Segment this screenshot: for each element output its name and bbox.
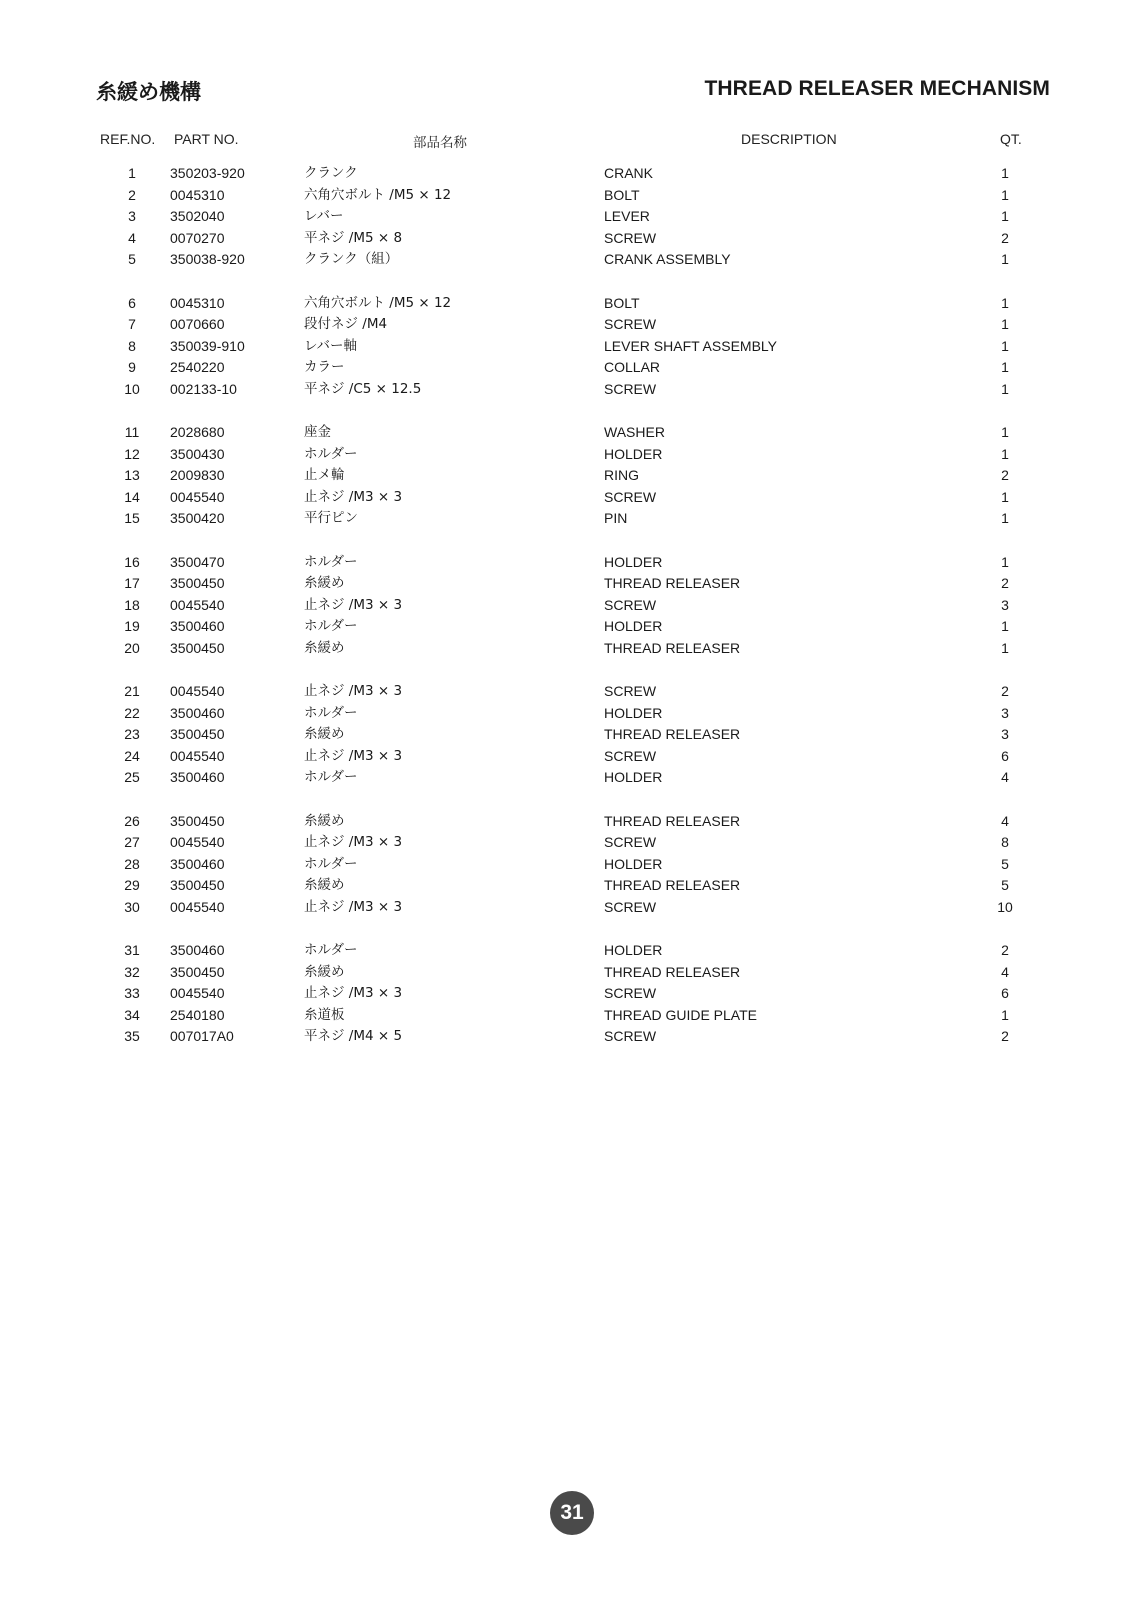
- cell-part-no: 0045540: [170, 898, 225, 915]
- cell-ref-no: 28: [124, 855, 140, 872]
- cell-part-name: 糸道板: [304, 1006, 345, 1023]
- cell-part-no: 0045310: [170, 294, 225, 311]
- parts-group: [0, 552, 1141, 660]
- cell-part-name: ホルダー: [304, 553, 358, 570]
- cell-ref-no: 23: [124, 726, 140, 742]
- parts-group: [0, 422, 1141, 530]
- cell-description: SCREW: [604, 488, 657, 505]
- cell-ref-no: 25: [124, 769, 140, 785]
- cell-quantity: 1: [1001, 639, 1009, 656]
- cell-part-name: 糸緩め: [304, 963, 345, 980]
- cell-ref-no: 31: [124, 942, 140, 958]
- cell-part-no: 3500450: [170, 639, 225, 656]
- cell-part-no: 2009830: [170, 467, 225, 483]
- cell-part-no: 3500450: [170, 726, 225, 742]
- column-header-part-name: 部品名称: [413, 135, 467, 151]
- cell-description: RING: [604, 467, 639, 483]
- cell-quantity: 2: [1001, 683, 1009, 699]
- cell-part-no: 0070660: [170, 316, 225, 332]
- cell-part-no: 3500460: [170, 704, 225, 721]
- cell-quantity: 1: [1001, 316, 1009, 332]
- cell-part-name: 六角穴ボルト /M5 × 12: [304, 186, 452, 203]
- parts-group: [0, 163, 1141, 271]
- cell-ref-no: 12: [124, 445, 140, 462]
- cell-quantity: 2: [1001, 467, 1009, 483]
- cell-part-name: クランク: [304, 165, 358, 181]
- cell-part-no: 3500460: [170, 942, 225, 958]
- cell-part-name: ホルダー: [304, 769, 358, 785]
- cell-ref-no: 5: [128, 251, 136, 267]
- cell-part-name: 平行ピン: [304, 510, 358, 526]
- cell-quantity: 1: [1001, 165, 1009, 181]
- table-row: [0, 206, 1141, 228]
- cell-quantity: 4: [1001, 812, 1009, 829]
- cell-quantity: 1: [1001, 553, 1009, 570]
- cell-ref-no: 24: [124, 747, 140, 764]
- cell-part-no: 3500420: [170, 510, 225, 526]
- cell-quantity: 5: [1001, 855, 1009, 872]
- cell-ref-no: 1: [128, 165, 136, 181]
- cell-ref-no: 13: [124, 467, 140, 483]
- cell-part-name: カラー: [304, 359, 345, 375]
- cell-part-name: 糸緩め: [304, 575, 345, 591]
- cell-ref-no: 9: [128, 359, 136, 375]
- cell-ref-no: 21: [124, 683, 140, 699]
- table-row: [0, 940, 1141, 962]
- cell-part-no: 350038-920: [170, 251, 245, 267]
- parts-group: [0, 681, 1141, 789]
- cell-part-no: 002133-10: [170, 380, 237, 397]
- cell-ref-no: 32: [124, 963, 140, 980]
- cell-part-name: レバー軸: [304, 337, 358, 354]
- table-row: [0, 832, 1141, 854]
- cell-part-no: 3502040: [170, 208, 225, 224]
- table-row: [0, 854, 1141, 876]
- cell-description: SCREW: [604, 834, 657, 850]
- cell-description: THREAD RELEASER: [604, 639, 741, 656]
- cell-description: BOLT: [604, 294, 640, 311]
- table-row: [0, 767, 1141, 789]
- cell-quantity: 3: [1001, 596, 1009, 613]
- cell-ref-no: 7: [128, 316, 136, 332]
- cell-quantity: 1: [1001, 208, 1009, 224]
- cell-part-no: 3500470: [170, 553, 225, 570]
- table-row: [0, 746, 1141, 768]
- cell-part-no: 0045310: [170, 186, 225, 203]
- cell-description: SCREW: [604, 683, 657, 699]
- cell-description: SCREW: [604, 985, 657, 1001]
- cell-description: LEVER: [604, 208, 650, 224]
- cell-description: SCREW: [604, 316, 657, 332]
- cell-part-name: 止ネジ /M3 × 3: [304, 596, 403, 613]
- cell-quantity: 2: [1001, 229, 1009, 246]
- page-title-japanese: 糸緩め機構: [96, 80, 201, 104]
- cell-part-no: 0045540: [170, 488, 225, 505]
- cell-description: THREAD RELEASER: [604, 726, 741, 742]
- cell-description: HOLDER: [604, 942, 663, 958]
- cell-description: COLLAR: [604, 359, 661, 375]
- cell-ref-no: 16: [124, 553, 140, 570]
- cell-quantity: 4: [1001, 963, 1009, 980]
- table-row: [0, 1026, 1141, 1048]
- table-row: [0, 638, 1141, 660]
- cell-quantity: 3: [1001, 704, 1009, 721]
- page-number-badge: 31: [550, 1491, 594, 1535]
- cell-part-no: 2028680: [170, 424, 225, 440]
- cell-part-no: 007017A0: [170, 1028, 234, 1044]
- table-row: [0, 249, 1141, 271]
- table-row: [0, 357, 1141, 379]
- cell-quantity: 3: [1001, 726, 1009, 742]
- cell-part-no: 3500450: [170, 812, 225, 829]
- cell-ref-no: 35: [124, 1028, 140, 1044]
- table-row: [0, 508, 1141, 530]
- cell-ref-no: 11: [124, 424, 140, 440]
- cell-quantity: 1: [1001, 359, 1009, 375]
- cell-part-name: クランク（組）: [304, 251, 399, 267]
- cell-part-name: 糸緩め: [304, 726, 345, 742]
- cell-part-no: 3500450: [170, 963, 225, 980]
- cell-part-no: 3500460: [170, 855, 225, 872]
- cell-description: THREAD RELEASER: [604, 812, 741, 829]
- cell-description: HOLDER: [604, 553, 663, 570]
- cell-part-no: 350039-910: [170, 337, 245, 354]
- cell-ref-no: 27: [124, 834, 140, 850]
- table-row: [0, 681, 1141, 703]
- cell-quantity: 1: [1001, 424, 1009, 440]
- table-row: [0, 487, 1141, 509]
- cell-description: HOLDER: [604, 855, 663, 872]
- cell-part-no: 2540180: [170, 1006, 225, 1023]
- cell-part-no: 3500450: [170, 877, 225, 893]
- cell-quantity: 1: [1001, 294, 1009, 311]
- cell-description: THREAD GUIDE PLATE: [604, 1006, 757, 1023]
- cell-quantity: 5: [1001, 877, 1009, 893]
- table-row: [0, 336, 1141, 358]
- cell-quantity: 4: [1001, 769, 1009, 785]
- cell-description: SCREW: [604, 380, 657, 397]
- cell-description: SCREW: [604, 229, 657, 246]
- table-row: [0, 811, 1141, 833]
- cell-part-no: 3500450: [170, 575, 225, 591]
- cell-part-name: 平ネジ /M4 × 5: [304, 1028, 403, 1044]
- table-row: [0, 228, 1141, 250]
- cell-description: HOLDER: [604, 704, 663, 721]
- cell-part-name: ホルダー: [304, 942, 358, 958]
- cell-part-name: 止メ輪: [304, 467, 345, 483]
- cell-description: BOLT: [604, 186, 640, 203]
- cell-part-name: 段付ネジ /M4: [304, 316, 388, 332]
- cell-part-name: 座金: [304, 424, 331, 440]
- cell-ref-no: 14: [124, 488, 140, 505]
- cell-ref-no: 30: [124, 898, 140, 915]
- cell-quantity: 1: [1001, 618, 1009, 634]
- cell-description: SCREW: [604, 898, 657, 915]
- table-row: [0, 185, 1141, 207]
- column-header-part-no: PART NO.: [174, 131, 239, 147]
- table-row: [0, 573, 1141, 595]
- cell-part-name: 糸緩め: [304, 877, 345, 893]
- cell-ref-no: 17: [124, 575, 140, 591]
- cell-description: PIN: [604, 510, 628, 526]
- cell-quantity: 1: [1001, 488, 1009, 505]
- cell-quantity: 1: [1001, 186, 1009, 203]
- cell-quantity: 2: [1001, 575, 1009, 591]
- table-row: [0, 595, 1141, 617]
- column-header-quantity: QT.: [1000, 131, 1022, 147]
- cell-ref-no: 18: [124, 596, 140, 613]
- cell-description: THREAD RELEASER: [604, 877, 741, 893]
- cell-quantity: 1: [1001, 510, 1009, 526]
- table-row: [0, 962, 1141, 984]
- cell-quantity: 1: [1001, 337, 1009, 354]
- cell-part-no: 3500460: [170, 618, 225, 634]
- cell-ref-no: 19: [124, 618, 140, 634]
- cell-ref-no: 26: [124, 812, 140, 829]
- cell-part-name: 糸緩め: [304, 812, 345, 829]
- cell-ref-no: 29: [124, 877, 140, 893]
- cell-part-name: ホルダー: [304, 704, 358, 721]
- column-header-ref-no: REF.NO.: [100, 131, 156, 147]
- cell-part-name: 平ネジ /C5 × 12.5: [304, 380, 422, 397]
- cell-quantity: 6: [1001, 985, 1009, 1001]
- cell-description: HOLDER: [604, 445, 663, 462]
- cell-ref-no: 20: [124, 639, 140, 656]
- table-row: [0, 724, 1141, 746]
- cell-quantity: 6: [1001, 747, 1009, 764]
- cell-ref-no: 15: [124, 510, 140, 526]
- cell-description: HOLDER: [604, 618, 663, 634]
- cell-part-no: 0045540: [170, 683, 225, 699]
- cell-part-name: 止ネジ /M3 × 3: [304, 683, 403, 699]
- cell-quantity: 2: [1001, 942, 1009, 958]
- cell-part-no: 3500460: [170, 769, 225, 785]
- cell-part-no: 0045540: [170, 834, 225, 850]
- cell-description: SCREW: [604, 747, 657, 764]
- table-row: [0, 314, 1141, 336]
- table-row: [0, 379, 1141, 401]
- cell-part-no: 0045540: [170, 985, 225, 1001]
- cell-part-name: ホルダー: [304, 618, 358, 634]
- cell-part-no: 0045540: [170, 747, 225, 764]
- cell-ref-no: 33: [124, 985, 140, 1001]
- cell-quantity: 10: [997, 898, 1013, 915]
- table-row: [0, 703, 1141, 725]
- cell-quantity: 1: [1001, 251, 1009, 267]
- cell-ref-no: 4: [128, 229, 136, 246]
- cell-part-name: ホルダー: [304, 855, 358, 872]
- cell-part-name: 止ネジ /M3 × 3: [304, 898, 403, 915]
- cell-quantity: 1: [1001, 380, 1009, 397]
- column-header-description: DESCRIPTION: [741, 131, 837, 147]
- cell-part-name: 平ネジ /M5 × 8: [304, 229, 403, 246]
- cell-part-name: ホルダー: [304, 445, 358, 462]
- table-row: [0, 616, 1141, 638]
- cell-quantity: 1: [1001, 1006, 1009, 1023]
- parts-group: [0, 293, 1141, 401]
- cell-quantity: 2: [1001, 1028, 1009, 1044]
- cell-ref-no: 10: [124, 380, 140, 397]
- cell-ref-no: 34: [124, 1006, 140, 1023]
- cell-description: SCREW: [604, 1028, 657, 1044]
- cell-part-name: 六角穴ボルト /M5 × 12: [304, 294, 452, 311]
- cell-ref-no: 3: [128, 208, 136, 224]
- table-row: [0, 163, 1141, 185]
- cell-description: THREAD RELEASER: [604, 575, 741, 591]
- cell-part-name: 糸緩め: [304, 639, 345, 656]
- parts-group: [0, 811, 1141, 919]
- cell-description: SCREW: [604, 596, 657, 613]
- table-row: [0, 444, 1141, 466]
- table-row: [0, 552, 1141, 574]
- cell-part-name: 止ネジ /M3 × 3: [304, 985, 403, 1001]
- cell-part-name: 止ネジ /M3 × 3: [304, 747, 403, 764]
- cell-ref-no: 2: [128, 186, 136, 203]
- table-row: [0, 422, 1141, 444]
- parts-group: [0, 940, 1141, 1048]
- table-row: [0, 1005, 1141, 1027]
- table-row: [0, 983, 1141, 1005]
- cell-part-no: 3500430: [170, 445, 225, 462]
- parts-list: [0, 163, 1141, 1070]
- table-row: [0, 293, 1141, 315]
- cell-description: CRANK: [604, 165, 654, 181]
- cell-description: CRANK ASSEMBLY: [604, 251, 731, 267]
- page-title-english: THREAD RELEASER MECHANISM: [704, 77, 1050, 100]
- table-row: [0, 465, 1141, 487]
- cell-part-name: レバー: [304, 208, 344, 224]
- cell-part-no: 2540220: [170, 359, 225, 375]
- cell-description: THREAD RELEASER: [604, 963, 741, 980]
- cell-part-name: 止ネジ /M3 × 3: [304, 488, 403, 505]
- cell-part-name: 止ネジ /M3 × 3: [304, 834, 403, 850]
- cell-description: WASHER: [604, 424, 665, 440]
- cell-part-no: 350203-920: [170, 165, 245, 181]
- cell-ref-no: 22: [124, 704, 140, 721]
- cell-part-no: 0070270: [170, 229, 225, 246]
- table-row: [0, 875, 1141, 897]
- cell-quantity: 8: [1001, 834, 1009, 850]
- cell-quantity: 1: [1001, 445, 1009, 462]
- cell-ref-no: 6: [128, 294, 136, 311]
- cell-part-no: 0045540: [170, 596, 225, 613]
- table-row: [0, 897, 1141, 919]
- cell-ref-no: 8: [128, 337, 136, 354]
- cell-description: HOLDER: [604, 769, 663, 785]
- cell-description: LEVER SHAFT ASSEMBLY: [604, 337, 777, 354]
